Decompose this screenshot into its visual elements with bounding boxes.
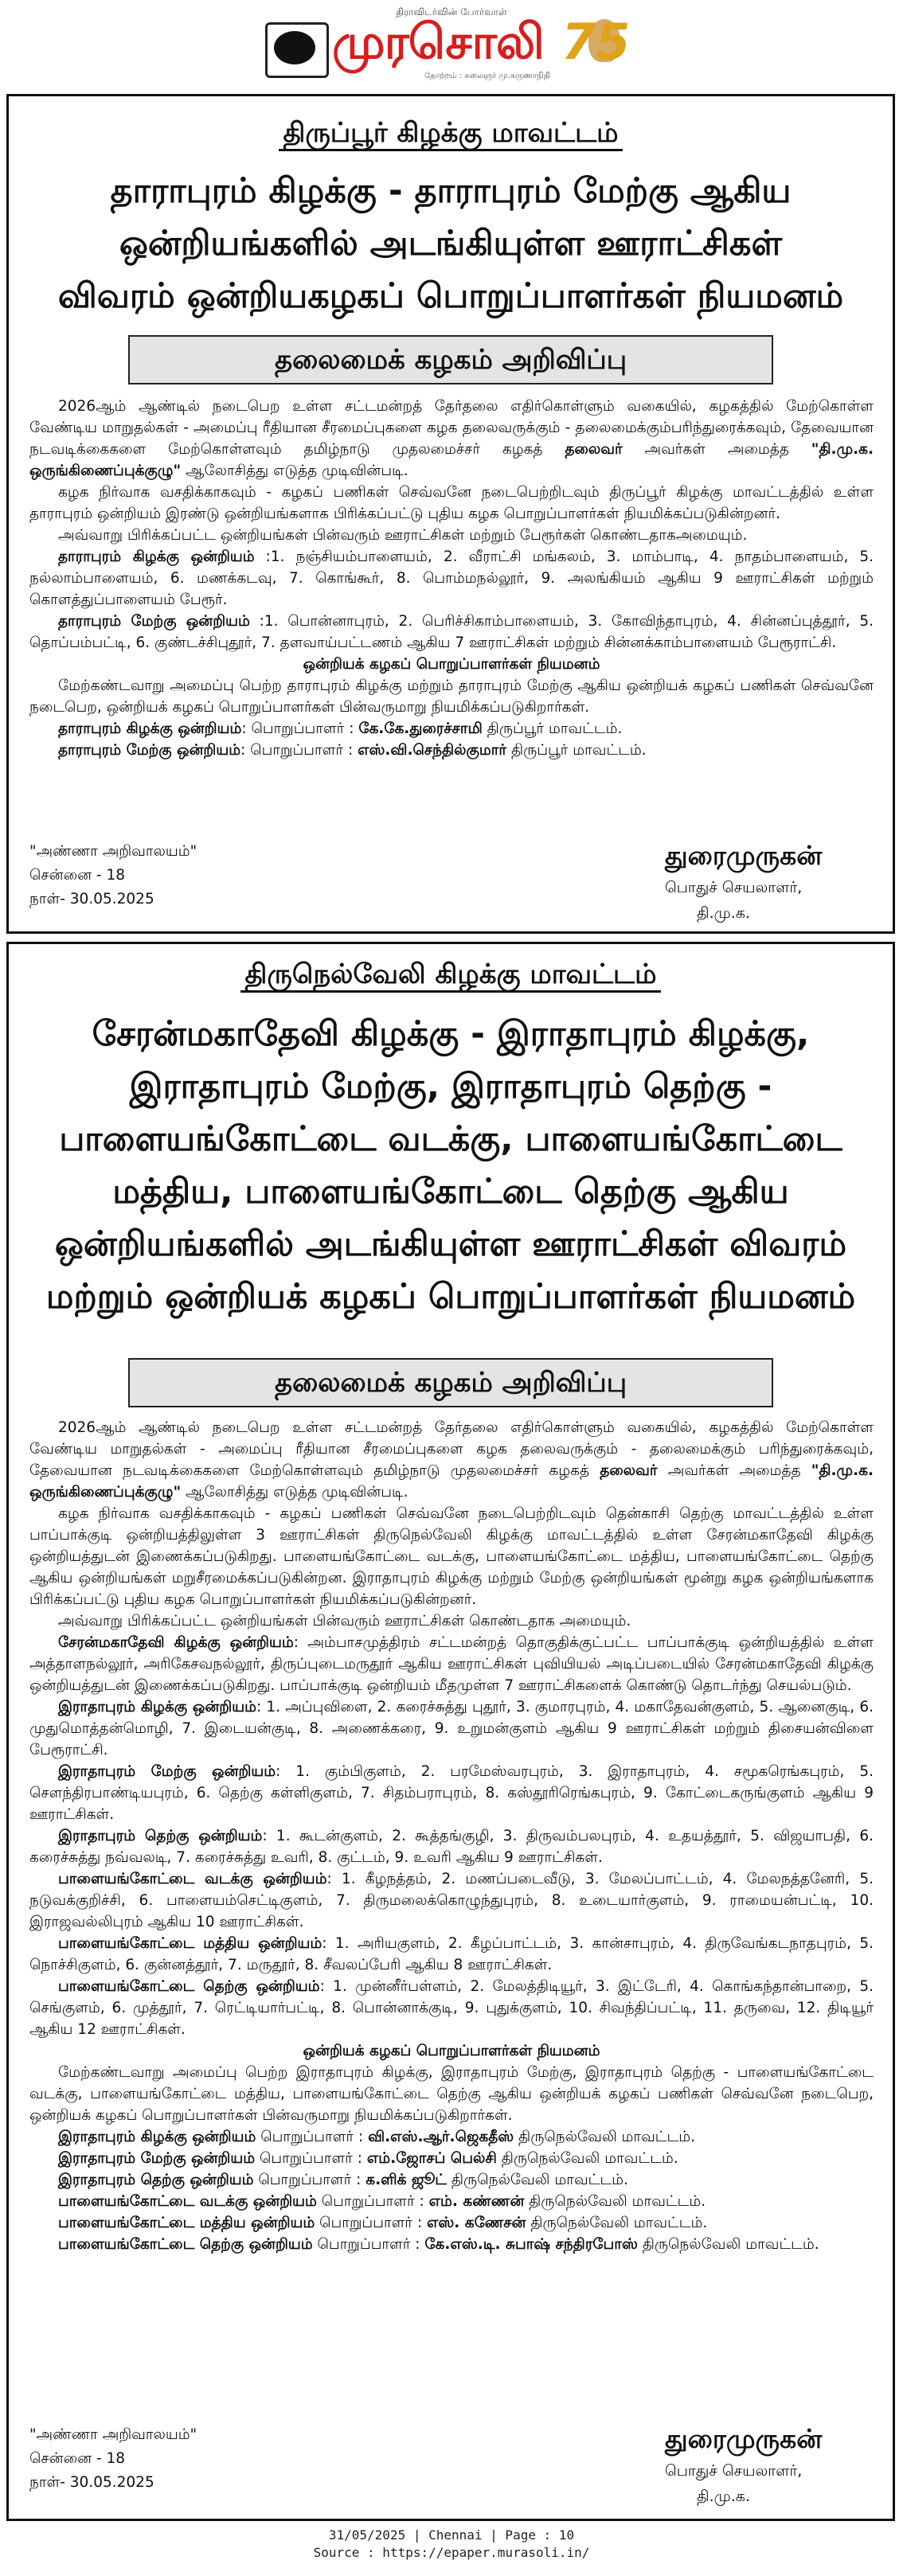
page-footer bbox=[0, 2527, 903, 2562]
notice-tiruppur bbox=[6, 94, 895, 934]
logo-subtitle: தோற்றம் : கலைஞர் மு.கருணாநிதி bbox=[424, 72, 550, 80]
anniversary-badge bbox=[561, 13, 635, 78]
signatory-name: துரைமுருகன் bbox=[665, 2423, 823, 2454]
masthead-tagline: திராவிடர்வின் போர்வாள் bbox=[396, 6, 507, 18]
footer-date-line: 31/05/2025 | Chennai | Page : 10 bbox=[328, 2527, 575, 2543]
notice-body: 2026ஆம் ஆண்டில் நடைபெற உள்ள சட்டமன்றத் தேர்தலை எதிர்கொள்ளும் வகையில், கழகத்தில் மேற்கொள்ள வேண்டிய மாறுதல்கள் - அமைப்பு ரீதியான சீரமைப்புகளை கழக தலைவருக்கும் - தலைமைக்கும்பரிந்துரைக்கவும், தேவையான நடவடிக்கைகளை மேற்கொள்ளவும் தமிழ்நாடு முதலமைச்சர் கழகத் தலைவர் அவர்கள் அமைத்த "தி.மு.க. ஒருங்கிணைப்புக்குழு" ஆலோசித்து எடுத்த முடிவின்படி. கழக நிர்வாக வசதிக்காகவும் - கழகப் பணிகள் செவ்வனே நடைபெற்றிடவும் திருப்பூர் கிழக்கு மாவட்டத்தில் உள்ள தாராபுரம் ஒன்றியம் இரண்டு ஒன்றியங்களாக பிரிக்கப்பட்டு புதிய கழக பொறுப்பாளர்கள் நியமிக்கப்படுகின்றனர். அவ்வாறு பிரிக்கப்பட்ட ஒன்றியங்கள் பின்வரும் ஊராட்சிகள் மற்றும் பேரூர்கள் கொண்டதாகஅமையும். தாராபுரம் கிழக்கு ஒன்றியம் :1. நஞ்சியம்பாளையம், 2. வீராட்சி மங்கலம், 3. மாம்பாடி, 4. நாதம்பாளையம், 5. நல்லாம்பாளையம், 6. மணக்கடவு, 7. கொங்கூர், 8. பொம்மநல்லூர், 9. அலங்கியம் ஆகிய 9 ஊராட்சிகள் மற்றும் கொளத்துப்பாளையம் பேரூர். தாராபுரம் மேற்கு ஒன்றியம் :1. பொன்னாபுரம், 2. பெரிச்சிகாம்பாளையம், 3. கோவிந்தாபுரம், 4. சின்னப்புத்தூர், 5. தொப்பம்பட்டி, 6. குண்டச்சிபுதூர், 7. தளவாய்பட்டணம் ஆகிய 7 ஊராட்சிகள் மற்றும் சின்னக்காம்பாளையம் பேரூராட்சி. ஒன்றியக் கழகப் பொறுப்பாளர்கள் நியமனம் மேற்கண்டவாறு அமைப்பு பெற்ற தாராபுரம் கிழக்கு மற்றும் தாராபுரம் மேற்கு ஆகிய ஒன்றியக் கழகப் பணிகள் செவ்வனே நடைபெற, ஒன்றியக் கழகப் பொறுப்பாளர்கள் பின்வருமாறு நியமிக்கப்படுகிறார்கள். தாராபுரம் கிழக்கு ஒன்றியம்: பொறுப்பாளர் : கே.கே.துரைச்சாமி திருப்பூர் மாவட்டம். தாராபுரம் மேற்கு ஒன்றியம்: பொறுப்பாளர் : எஸ்.வி.செந்தில்குமார் திருப்பூர் மாவட்டம். bbox=[29, 398, 874, 759]
masthead-logo[interactable] bbox=[265, 13, 639, 80]
appointment-row: இராதாபுரம் தெற்கு ஒன்றியம் பொறுப்பாளர் : க.ளிக் ஜூட் திருநெல்வேலி மாவட்டம். bbox=[58, 2172, 628, 2188]
appointment-row: பாளையங்கோட்டை வடக்கு ஒன்றியம் பொறுப்பாளர் : எம். கண்ணன் திருநெல்வேலி மாவட்டம். bbox=[58, 2193, 706, 2210]
party-emblem-icon bbox=[265, 22, 329, 78]
logo-text: முரசொலி bbox=[332, 14, 544, 70]
signature-block: துரைமுருகன் பொதுச் செயலாளர், தி.மு.க. bbox=[665, 837, 872, 926]
appointment-row: பாளையங்கோட்டை மத்திய ஒன்றியம் பொறுப்பாளர் : எஸ். கணேசன் திருநெல்வேலி மாவட்டம். bbox=[58, 2215, 708, 2231]
announcement-box: தலைமைக் கழகம் அறிவிப்பு bbox=[128, 335, 773, 384]
appointments-subhead: ஒன்றியக் கழகப் பொறுப்பாளர்கள் நியமனம் bbox=[303, 656, 600, 673]
appointments-subhead: ஒன்றியக் கழகப் பொறுப்பாளர்கள் நியமனம் bbox=[303, 2043, 600, 2059]
appointment-row: இராதாபுரம் கிழக்கு ஒன்றியம் பொறுப்பாளர் : வி.எஸ்.ஆர்.ஜெகதீஸ் திருநெல்வேலி மாவட்டம். bbox=[58, 2129, 696, 2145]
anniversary-number: 75 bbox=[561, 13, 631, 71]
notice-headline: சேரன்மகாதேவி கிழக்கு - இராதாபுரம் கிழக்கு, இராதாபுரம் மேற்கு, இராதாபுரம் தெற்கு - பாளையங்கோட்டை வடக்கு, பாளையங்கோட்டை மத்திய, பாளையங்கோட்டை தெற்கு ஆகிய ஒன்றியங்களில் அடங்கியுள்ள ஊராட்சிகள் விவரம் மற்றும் ஒன்றியக் கழகப் பொறுப்பாளர்கள் நியமனம் bbox=[45, 1014, 856, 1317]
notice-tirunelveli bbox=[6, 942, 895, 2521]
signatory-name: துரைமுருகன் bbox=[665, 840, 823, 871]
footer-source-link[interactable]: Source : https://epaper.murasoli.in/ bbox=[313, 2545, 590, 2560]
signature-place: "அண்ணா அறிவாலயம்" சென்னை - 18 நாள்- 30.05.2025 bbox=[29, 2426, 197, 2491]
signature-place: "அண்ணா அறிவாலயம்" சென்னை - 18 நாள்- 30.05.2025 bbox=[29, 843, 197, 907]
district-title: திருப்பூர் கிழக்கு மாவட்டம் bbox=[9, 117, 893, 152]
notice-headline: தாராபுரம் கிழக்கு - தாராபுரம் மேற்கு ஆகிய ஒன்றியங்களில் அடங்கியுள்ள ஊராட்சிகள் விவரம் ஒன்றியகழகப் பொறுப்பாளர்கள் நியமனம் bbox=[57, 171, 844, 316]
appointment-row: பாளையங்கோட்டை தெற்கு ஒன்றியம் பொறுப்பாளர் : கே.எஸ்.டி. சுபாஷ் சந்திரபோஸ் திருநெல்வேலி மாவட்டம். bbox=[58, 2236, 819, 2253]
signature-block: துரைமுருகன் பொதுச் செயலாளர், தி.மு.க. bbox=[665, 2420, 872, 2509]
appointment-row: இராதாபுரம் மேற்கு ஒன்றியம் பொறுப்பாளர் : எம்.ஜோசப் பெல்சி திருநெல்வேலி மாவட்டம். bbox=[58, 2150, 678, 2167]
masthead bbox=[0, 0, 903, 89]
district-title: திருநெல்வேலி கிழக்கு மாவட்டம் bbox=[9, 958, 893, 993]
announcement-box: தலைமைக் கழகம் அறிவிப்பு bbox=[128, 1358, 773, 1407]
notice-body: 2026ஆம் ஆண்டில் நடைபெற உள்ள சட்டமன்றத் தேர்தலை எதிர்கொள்ளும் வகையில், கழகத்தில் மேற்கொள்ள வேண்டிய மாறுதல்கள் - அமைப்பு ரீதியான சீரமைப்புகளை கழக தலைவருக்கும் - தலைமைக்கும் பரிந்துரைக்கவும், தேவையான நடவடிக்கைகளை மேற்கொள்ளவும் தமிழ்நாடு முதலமைச்சர் கழகத் தலைவர் அவர்கள் அமைத்த "தி.மு.க. ஒருங்கிணைப்புக்குழு" ஆலோசித்து எடுத்த முடிவின்படி. கழக நிர்வாக வசதிக்காகவும் - கழகப் பணிகள் செவ்வனே நடைபெற்றிடவும் தென்காசி தெற்கு மாவட்டத்தில் உள்ள பாப்பாக்குடி ஒன்றியத்திலுள்ள 3 ஊராட்சிகள் திருநெல்வேலி கிழக்கு மாவட்டத்தில் உள்ள சேரன்மகாதேவி கிழக்கு ஒன்றியத்துடன் இணைக்கப்படுகிறது. பாளையங்கோட்டை வடக்கு, பாளையங்கோட்டை மத்திய, பாளையங்கோட்டை தெற்கு ஆகிய ஒன்றியங்கள் மறுசீரமைக்கப்படுகின்றன. இராதாபுரம் கிழக்கு மற்றும் மேற்கு ஒன்றியங்கள் மூன்று கழக ஒன்றியங்களாக பிரிக்கப்பட்டு புதிய கழக பொறுப்பாளர்கள் நியமிக்கப்படுகின்றனர். அவ்வாறு பிரிக்கப்பட்ட ஒன்றியங்கள் பின்வரும் ஊராட்சிகள் கொண்டதாக அமையும். சேரன்மகாதேவி கிழக்கு ஒன்றியம்: அம்பாசமுத்திரம் சட்டமன்றத் தொகுதிக்குட்பட்ட பாப்பாக்குடி ஒன்றியத்தில் உள்ள அத்தாளநல்லூர், அரிகேசவநல்லூர், திருப்புடைமருதூர் ஆகிய ஊராட்சிகள் புவியியல் அடிப்படையில் சேரன்மகாதேவி கிழக்கு ஒன்றியத்துடன் இணைக்கப்படுகிறது. பாப்பாக்குடி ஒன்றியம் மீதமுள்ள 7 ஊராட்சிகளைக் கொண்டு தொடர்ந்து செயல்படும். இராதாபுரம் கிழக்கு ஒன்றியம்: 1. அப்புவிளை, 2. கரைச்சுத்து புதூர், 3. குமாரபுரம், 4. மகாதேவன்குளம், 5. ஆனைகுடி, 6. முதுமொத்தன்மொழி, 7. இடையன்குடி, 8. அணைக்கரை, 9. உறுமன்குளம் ஆகிய 9 ஊராட்சிகள் மற்றும் திசையன்விளை பேரூராட்சி. இராதாபுரம் மேற்கு ஒன்றியம்: 1. கும்பிகுளம், 2. பரமேஸ்வரபுரம், 3. இராதாபுரம், 4. சமூகரெங்கபுரம், 5. சௌந்திரபாண்டியபுரம், 6. தெற்கு கள்ளிகுளம், 7. சிதம்பராபுரம், 8. கஸ்தூரிரெங்கபுரம், 9. கோட்டைகருங்குளம் ஆகிய 9 ஊராட்சிகள். இராதாபுரம் தெற்கு ஒன்றியம்: 1. கூடன்குளம், 2. கூத்தங்குழி, 3. திருவம்பலபுரம், 4. உதயத்தூர், 5. விஜயாபதி, 6. கரைச்சுத்து நவ்வலடி, 7. கரைச்சுத்து உவரி, 8. குட்டம், 9. உவரி ஆகிய 9 ஊராட்சிகள். பாளையங்கோட்டை வடக்கு ஒன்றியம்: 1. கீழநத்தம், 2. மணப்படைவீடு, 3. மேலப்பாட்டம், 4. மேலநத்தனேரி, 5. நடுவக்குறிச்சி, 6. பாளையம்செட்டிகுளம், 7. திருமலைக்கொழுந்துபுரம், 8. உடையார்குளம், 9. ராமையன்பட்டி, 10. இராஜவல்லிபுரம் ஆகிய 10 ஊராட்சிகள். பாளையங்கோட்டை மத்திய ஒன்றியம்: 1. அரியகுளம், 2. கீழப்பாட்டம், 3. கான்சாபுரம், 4. திருவேங்கடநாதபுரம், 5. நொச்சிகுளம், 6. குன்னத்தூர், 7. மருதூர், 8. சீவலப்பேரி ஆகிய 8 ஊராட்சிகள். பாளையங்கோட்டை தெற்கு ஒன்றியம்: 1. முன்னீர்பள்ளம், 2. மேலத்திடியூர், 3. இட்டேரி, 4. கொங்கந்தான்பாறை, 5. செங்குளம், 6. முத்தூர், 7. ரெட்டியார்பட்டி, 8. பொன்னாக்குடி, 9. புதுக்குளம், 10. சிவந்திப்பட்டி, 11. தருவை, 12. திடியூர் ஆகிய 12 ஊராட்சிகள். ஒன்றியக் கழகப் பொறுப்பாளர்கள் நியமனம் மேற்கண்டவாறு அமைப்பு பெற்ற இராதாபுரம் கிழக்கு, இராதாபுரம் மேற்கு, இராதாபுரம் தெற்கு - பாளையங்கோட்டை வடக்கு, பாளையங்கோட்டை மத்திய, பாளையங்கோட்டை தெற்கு ஆகிய ஒன்றியக் கழகப் பணிகள் செவ்வனே நடைபெற, ஒன்றியக் கழகப் பொறுப்பாளர்கள் பின்வருமாறு நியமிக்கப்படுகிறார்கள். இராதாபுரம் கிழக்கு ஒன்றியம் பொறுப்பாளர் : வி.எஸ்.ஆர்.ஜெகதீஸ் திருநெல்வேலி மாவட்டம். இராதாபுரம் மேற்கு ஒன்றியம் பொறுப்பாளர் : எம்.ஜோசப் பெல்சி திருநெல்வேலி மாவட்டம். இராதாபுரம் தெற்கு ஒன்றியம் பொறுப்பாளர் : க.ளிக் ஜூட் திருநெல்வேலி மாவட்டம். பாளையங்கோட்டை வடக்கு ஒன்றியம் பொறுப்பாளர் : எம். கண்ணன் திருநெல்வேலி மாவட்டம். பாளையங்கோட்டை மத்திய ஒன்றியம் பொறுப்பாளர் : எஸ். கணேசன் திருநெல்வேலி மாவட்டம். பாளையங்கோட்டை தெற்கு ஒன்றியம் பொறுப்பாளர் : கே.எஸ்.டி. சுபாஷ் சந்திரபோஸ் திருநெல்வேலி மாவட்டம். bbox=[29, 1417, 874, 2255]
